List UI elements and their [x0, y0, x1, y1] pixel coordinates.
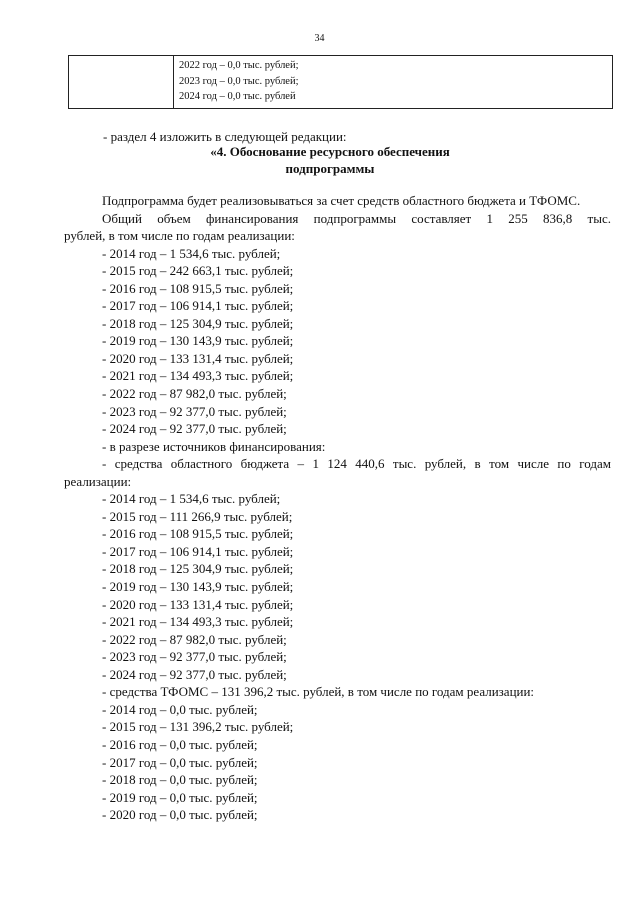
list-item: - 2022 год – 87 982,0 тыс. рублей; — [102, 631, 287, 647]
list-item: - 2016 год – 108 915,5 тыс. рублей; — [102, 526, 294, 542]
regional-budget-line2: реализации: — [64, 473, 132, 489]
list-item: - 2019 год – 0,0 тыс. рублей; — [102, 789, 258, 805]
list-item: - 2015 год – 131 396,2 тыс. рублей; — [102, 719, 294, 735]
list-item: - 2017 год – 0,0 тыс. рублей; — [102, 754, 258, 770]
list-item: - 2017 год – 106 914,1 тыс. рублей; — [102, 543, 294, 559]
list-item: - 2020 год – 133 131,4 тыс. рублей; — [102, 596, 294, 612]
table-cell-empty — [69, 56, 174, 109]
section-heading-line2: подпрограммы — [285, 161, 375, 176]
list-item: - 2018 год – 0,0 тыс. рублей; — [102, 772, 258, 788]
table-cell-years — [174, 56, 613, 109]
list-item: - 2019 год – 130 143,9 тыс. рублей; — [102, 333, 294, 349]
list-item: - 2017 год – 106 914,1 тыс. рублей; — [102, 298, 294, 314]
list-item: - 2022 год – 87 982,0 тыс. рублей; — [102, 386, 287, 402]
list-item: - 2014 год – 1 534,6 тыс. рублей; — [102, 491, 281, 507]
page-number: 34 — [314, 33, 325, 44]
list-item: - 2020 год – 0,0 тыс. рублей; — [102, 807, 258, 823]
list-item: - 2014 год – 1 534,6 тыс. рублей; — [102, 245, 281, 261]
list-item: - 2015 год – 242 663,1 тыс. рублей; — [102, 263, 294, 279]
list-item: - 2018 год – 125 304,9 тыс. рублей; — [102, 561, 294, 577]
table-row — [69, 56, 613, 109]
list-item: - 2021 год – 134 493,3 тыс. рублей; — [102, 368, 294, 384]
tfoms-by-year-list — [64, 701, 611, 824]
list-item: - 2024 год – 92 377,0 тыс. рублей; — [102, 666, 287, 682]
body-text — [64, 192, 611, 824]
table-line: 2022 год – 0,0 тыс. рублей; — [179, 60, 299, 71]
funding-table-fragment — [68, 55, 613, 109]
regional-budget-line1: - средства областного бюджета – 1 124 440,6 тыс. рублей, в том числе по годам — [102, 456, 611, 472]
list-item: - 2014 год – 0,0 тыс. рублей; — [102, 701, 258, 717]
sources-intro: - в разрезе источников финансирования: — [102, 438, 326, 454]
list-item: - 2015 год – 111 266,9 тыс. рублей; — [102, 508, 293, 524]
list-item: - 2016 год – 0,0 тыс. рублей; — [102, 736, 258, 752]
table-line: 2024 год – 0,0 тыс. рублей — [179, 91, 296, 102]
table-line: 2023 год – 0,0 тыс. рублей; — [179, 75, 299, 87]
regional-by-year-list — [64, 490, 611, 683]
list-item: - 2019 год – 130 143,9 тыс. рублей; — [102, 579, 294, 595]
paragraph-total-line1: Общий объем финансирования подпрограммы составляет 1 255 836,8 тыс. — [102, 210, 611, 226]
list-item: - 2024 год – 92 377,0 тыс. рублей; — [102, 421, 287, 437]
list-item: - 2016 год – 108 915,5 тыс. рублей; — [102, 280, 294, 296]
tfoms-intro: - средства ТФОМС – 131 396,2 тыс. рублей, в том числе по годам реализации: — [102, 684, 535, 700]
paragraph-funding-sources: Подпрограмма будет реализовываться за счет средств областного бюджета и ТФОМС. — [102, 193, 581, 208]
paragraph-total-line2: рублей, в том числе по годам реализации: — [64, 228, 295, 244]
section-heading — [90, 143, 570, 177]
list-item: - 2020 год – 133 131,4 тыс. рублей; — [102, 350, 294, 366]
total-by-year-list — [64, 245, 611, 438]
list-item: - 2023 год – 92 377,0 тыс. рублей; — [102, 403, 287, 419]
section-intro: - раздел 4 изложить в следующей редакции: — [103, 129, 347, 144]
list-item: - 2023 год – 92 377,0 тыс. рублей; — [102, 649, 287, 665]
section-heading-line1: «4. Обоснование ресурсного обеспечения — [210, 144, 450, 159]
list-item: - 2021 год – 134 493,3 тыс. рублей; — [102, 614, 294, 630]
list-item: - 2018 год – 125 304,9 тыс. рублей; — [102, 315, 294, 331]
